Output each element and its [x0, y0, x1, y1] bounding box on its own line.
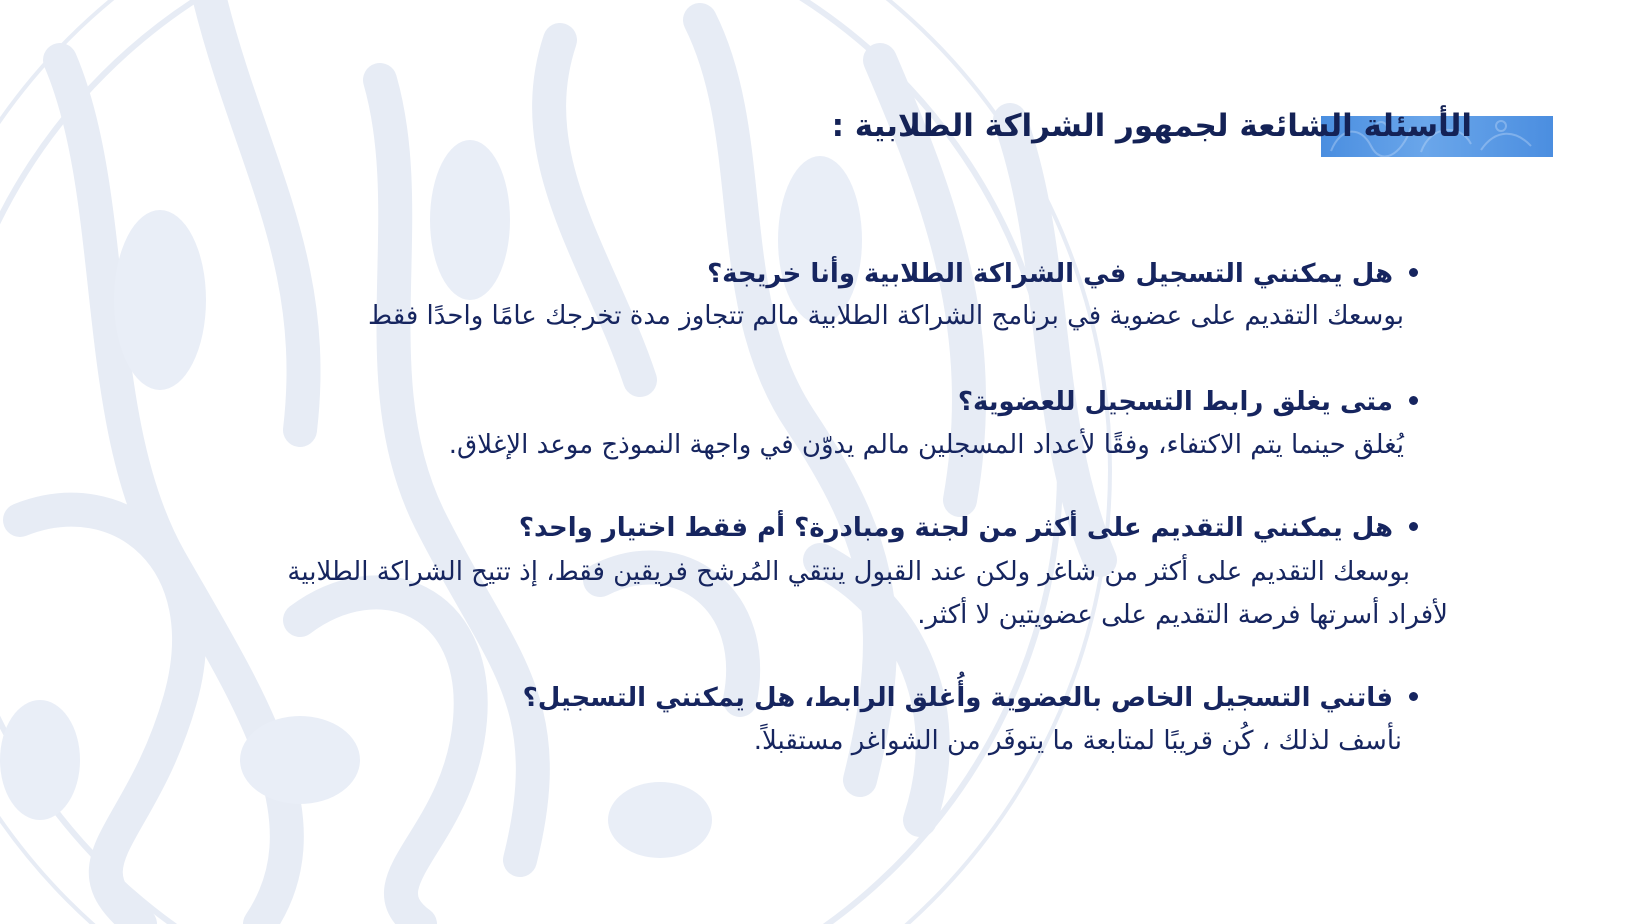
- bullet-icon: [1409, 268, 1418, 277]
- faq-question-3: [519, 513, 1418, 543]
- faq-answer-3-line-2: لأفراد أسرتها فرصة التقديم على عضويتين لا أكثر.: [917, 600, 1448, 630]
- faq-question-2: [958, 387, 1418, 417]
- faq-question-4: [523, 683, 1418, 713]
- faq-answer-2: يُغلق حينما يتم الاكتفاء، وفقًا لأعداد المسجلين مالم يدوّن في واجهة النموذج موعد الإغلاق.: [448, 430, 1404, 460]
- faq-answer-1: بوسعك التقديم على عضوية في برنامج الشراكة الطلابية مالم تتجاوز مدة تخرجك عامًا واحدًا فقط: [368, 301, 1404, 331]
- faq-answer-3-line-1: بوسعك التقديم على أكثر من شاغر ولكن عند القبول ينتقي المُرشح فريقين فقط، إذ تتيح الشراكة الطلابية: [287, 557, 1410, 587]
- bullet-icon: [1409, 692, 1418, 701]
- page-title: الأسئلة الشائعة لجمهور الشراكة الطلابية :: [831, 108, 1472, 144]
- faq-question-text: متى يغلق رابط التسجيل للعضوية؟: [957, 387, 1393, 417]
- faq-question-text: هل يمكنني التسجيل في الشراكة الطلابية وأنا خريجة؟: [707, 259, 1393, 289]
- faq-answer-4: نأسف لذلك ، كُن قريبًا لمتابعة ما يتوفَر من الشواغر مستقبلاً.: [753, 726, 1402, 756]
- bullet-icon: [1409, 396, 1418, 405]
- faq-question-text: فاتني التسجيل الخاص بالعضوية وأُغلق الرابط، هل يمكنني التسجيل؟: [522, 683, 1393, 713]
- faq-question-1: [707, 259, 1418, 289]
- faq-question-text: هل يمكنني التقديم على أكثر من لجنة ومبادرة؟ أم فقط اختيار واحد؟: [518, 513, 1393, 543]
- header: [832, 108, 1472, 144]
- bullet-icon: [1409, 522, 1418, 531]
